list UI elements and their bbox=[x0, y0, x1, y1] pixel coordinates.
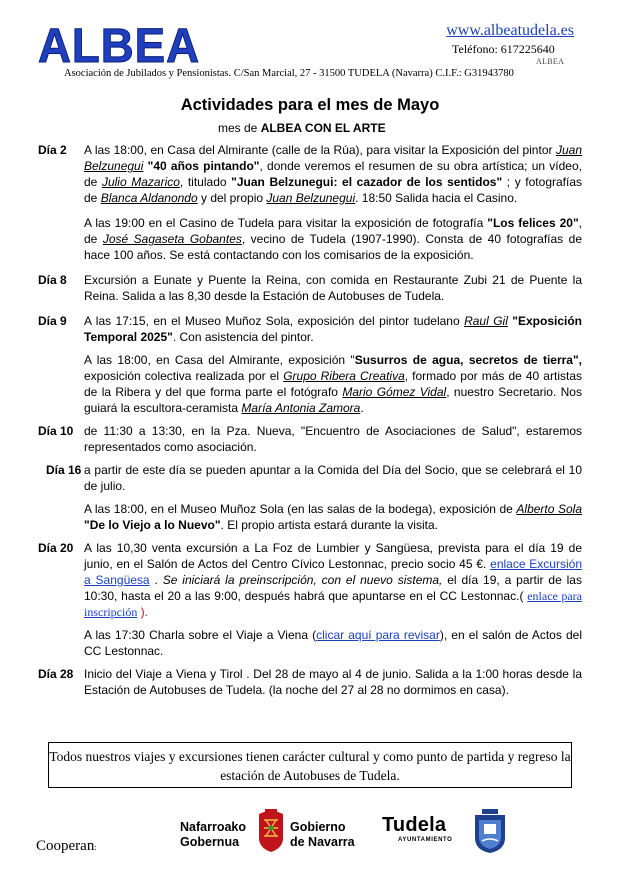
day-label: Día 28 bbox=[38, 667, 74, 681]
navarra-spanish-name: Gobierno de Navarra bbox=[290, 820, 355, 849]
page-title: Actividades para el mes de Mayo bbox=[180, 96, 440, 114]
registration-link[interactable]: enlace para inscripción bbox=[84, 589, 582, 619]
entry-day-20 bbox=[38, 540, 582, 659]
paragraph: A las 18:00, en Casa del Almirante (calle de la Rúa), para visitar la Exposición del pintor Juan Belzunegui "40 años pintando", donde veremos el resumen de su obra artística; un vídeo, de Julio Mazarico, titulado "Juan Belzunegui: el cazador de los sentidos" ; y fotografías de Blanca Aldanondo y del propio Juan Belzunegui. 18:50 Salida hacia el Casino. bbox=[84, 143, 582, 205]
navarra-shield-icon bbox=[256, 808, 286, 854]
vienna-talk-link[interactable]: clicar aquí para revisar bbox=[316, 628, 440, 642]
navarra-basque-name: Nafarroako Gobernua bbox=[180, 820, 246, 849]
association-info: Asociación de Jubilados y Pensionistas. C/San Marcial, 27 - 31500 TUDELA (Navarra) C.I.F.: G31943780 bbox=[64, 68, 514, 79]
entry-day-9 bbox=[38, 313, 582, 416]
day-label: Día 10 bbox=[38, 424, 74, 438]
paragraph: Inicio del Viaje a Viena y Tirol . Del 28 de mayo al 4 de junio. Salida a la 1:00 horas desde la Estación de Autobuses de Tudela. (la noche del 27 al 28 no dormimos en casa). bbox=[84, 667, 582, 697]
entry-day-2 bbox=[38, 142, 582, 263]
paragraph: A las 18:00, en el Museo Muñoz Sola (en las salas de la bodega), exposición de Alberto Sola "De lo Viejo a lo Nuevo". El propio artista estará durante la visita. bbox=[84, 502, 582, 532]
entry-day-8 bbox=[38, 272, 582, 304]
albea-logo bbox=[36, 20, 204, 70]
day-label: Día 8 bbox=[38, 273, 67, 287]
day-label: Día 9 bbox=[38, 314, 67, 328]
day-label: Día 16 bbox=[46, 463, 82, 477]
paragraph: Excursión a Eunate y Puente la Reina, con comida en Restaurante Zubi 21 de Puente la Reina. Salida a las 8,30 desde la Estación de Autobuses de Tudela. bbox=[84, 273, 582, 303]
sanguesa-excursion-link[interactable]: enlace Excursión a Sangüesa bbox=[84, 557, 582, 587]
paragraph: A las 18:00, en Casa del Almirante, exposición "Susurros de agua, secretos de tierra", exposición colectiva realizada por el Grupo Ribera Creativa, formado por más de 40 artistas de la Ribera y del que forma parte el fotógrafo Mario Gómez Vidal, nuestro Secretario. Nos guiará la escultora-ceramista María Antonia Zamora. bbox=[84, 353, 582, 415]
entry-day-16 bbox=[38, 462, 582, 533]
activities-list bbox=[38, 142, 582, 698]
paragraph: A las 17:15, en el Museo Muñoz Sola, exposición del pintor tudelano Raul Gil "Exposición Temporal 2025". Con asistencia del pintor. bbox=[84, 314, 582, 344]
paragraph: a partir de este día se pueden apuntar a la Comida del Día del Socio, que se celebrará el 10 de julio. bbox=[84, 463, 582, 493]
day-label: Día 20 bbox=[38, 541, 74, 555]
paragraph: A las 17:30 Charla sobre el Viaje a Viena (clicar aquí para revisar), en el salón de Actos del CC Lestonnac. bbox=[84, 628, 582, 658]
tudela-name: Tudela bbox=[382, 814, 447, 836]
cooperan-label: Cooperan: bbox=[36, 838, 97, 854]
tudela-sub: AYUNTAMIENTO bbox=[398, 837, 453, 843]
logo-text: ALBEA bbox=[38, 20, 200, 70]
paragraph: A las 19:00 en el Casino de Tudela para visitar la exposición de fotografía "Los felices 20", de José Sagaseta Gobantes, vecino de Tudela (1907-1990). Consta de 40 fotografías de hace 100 años. Se está contactando con los comisarios de la exposición. bbox=[84, 216, 583, 262]
paragraph: A las 10,30 venta excursión a La Foz de Lumbier y Sangüesa, prevista para el día 19 de junio, en el Salón de Actos del Centro Cívico Lestonnac, precio socio 45 €. enlace Excursión a Sangüesa . Se iniciará la preinscripción, con el nuevo sistema, el día 19, a partir de las 10:30, hasta el 20 a las 9:00, después habrá que apuntarse en el CC Lestonnac.( enlace para inscripción ). bbox=[84, 541, 582, 619]
entry-day-10 bbox=[38, 423, 582, 455]
page-subtitle: mes de ALBEA CON EL ARTE bbox=[218, 121, 386, 135]
paragraph: de 11:30 a 13:30, en la Pza. Nueva, "Encuentro de Asociaciones de Salud", estaremos representados como asociación. bbox=[84, 424, 582, 454]
tudela-shield-icon bbox=[470, 808, 510, 854]
phone-number: Teléfono: 617225640 bbox=[452, 42, 555, 56]
day-label: Día 2 bbox=[38, 143, 67, 157]
small-mark: ALBEA bbox=[536, 57, 565, 66]
travel-notice-box: Todos nuestros viajes y excursiones tienen carácter cultural y como punto de partida y regreso la estación de Autobuses de Tudela. bbox=[48, 742, 572, 788]
entry-day-28 bbox=[38, 666, 582, 698]
website-link[interactable]: www.albeatudela.es bbox=[446, 22, 574, 39]
